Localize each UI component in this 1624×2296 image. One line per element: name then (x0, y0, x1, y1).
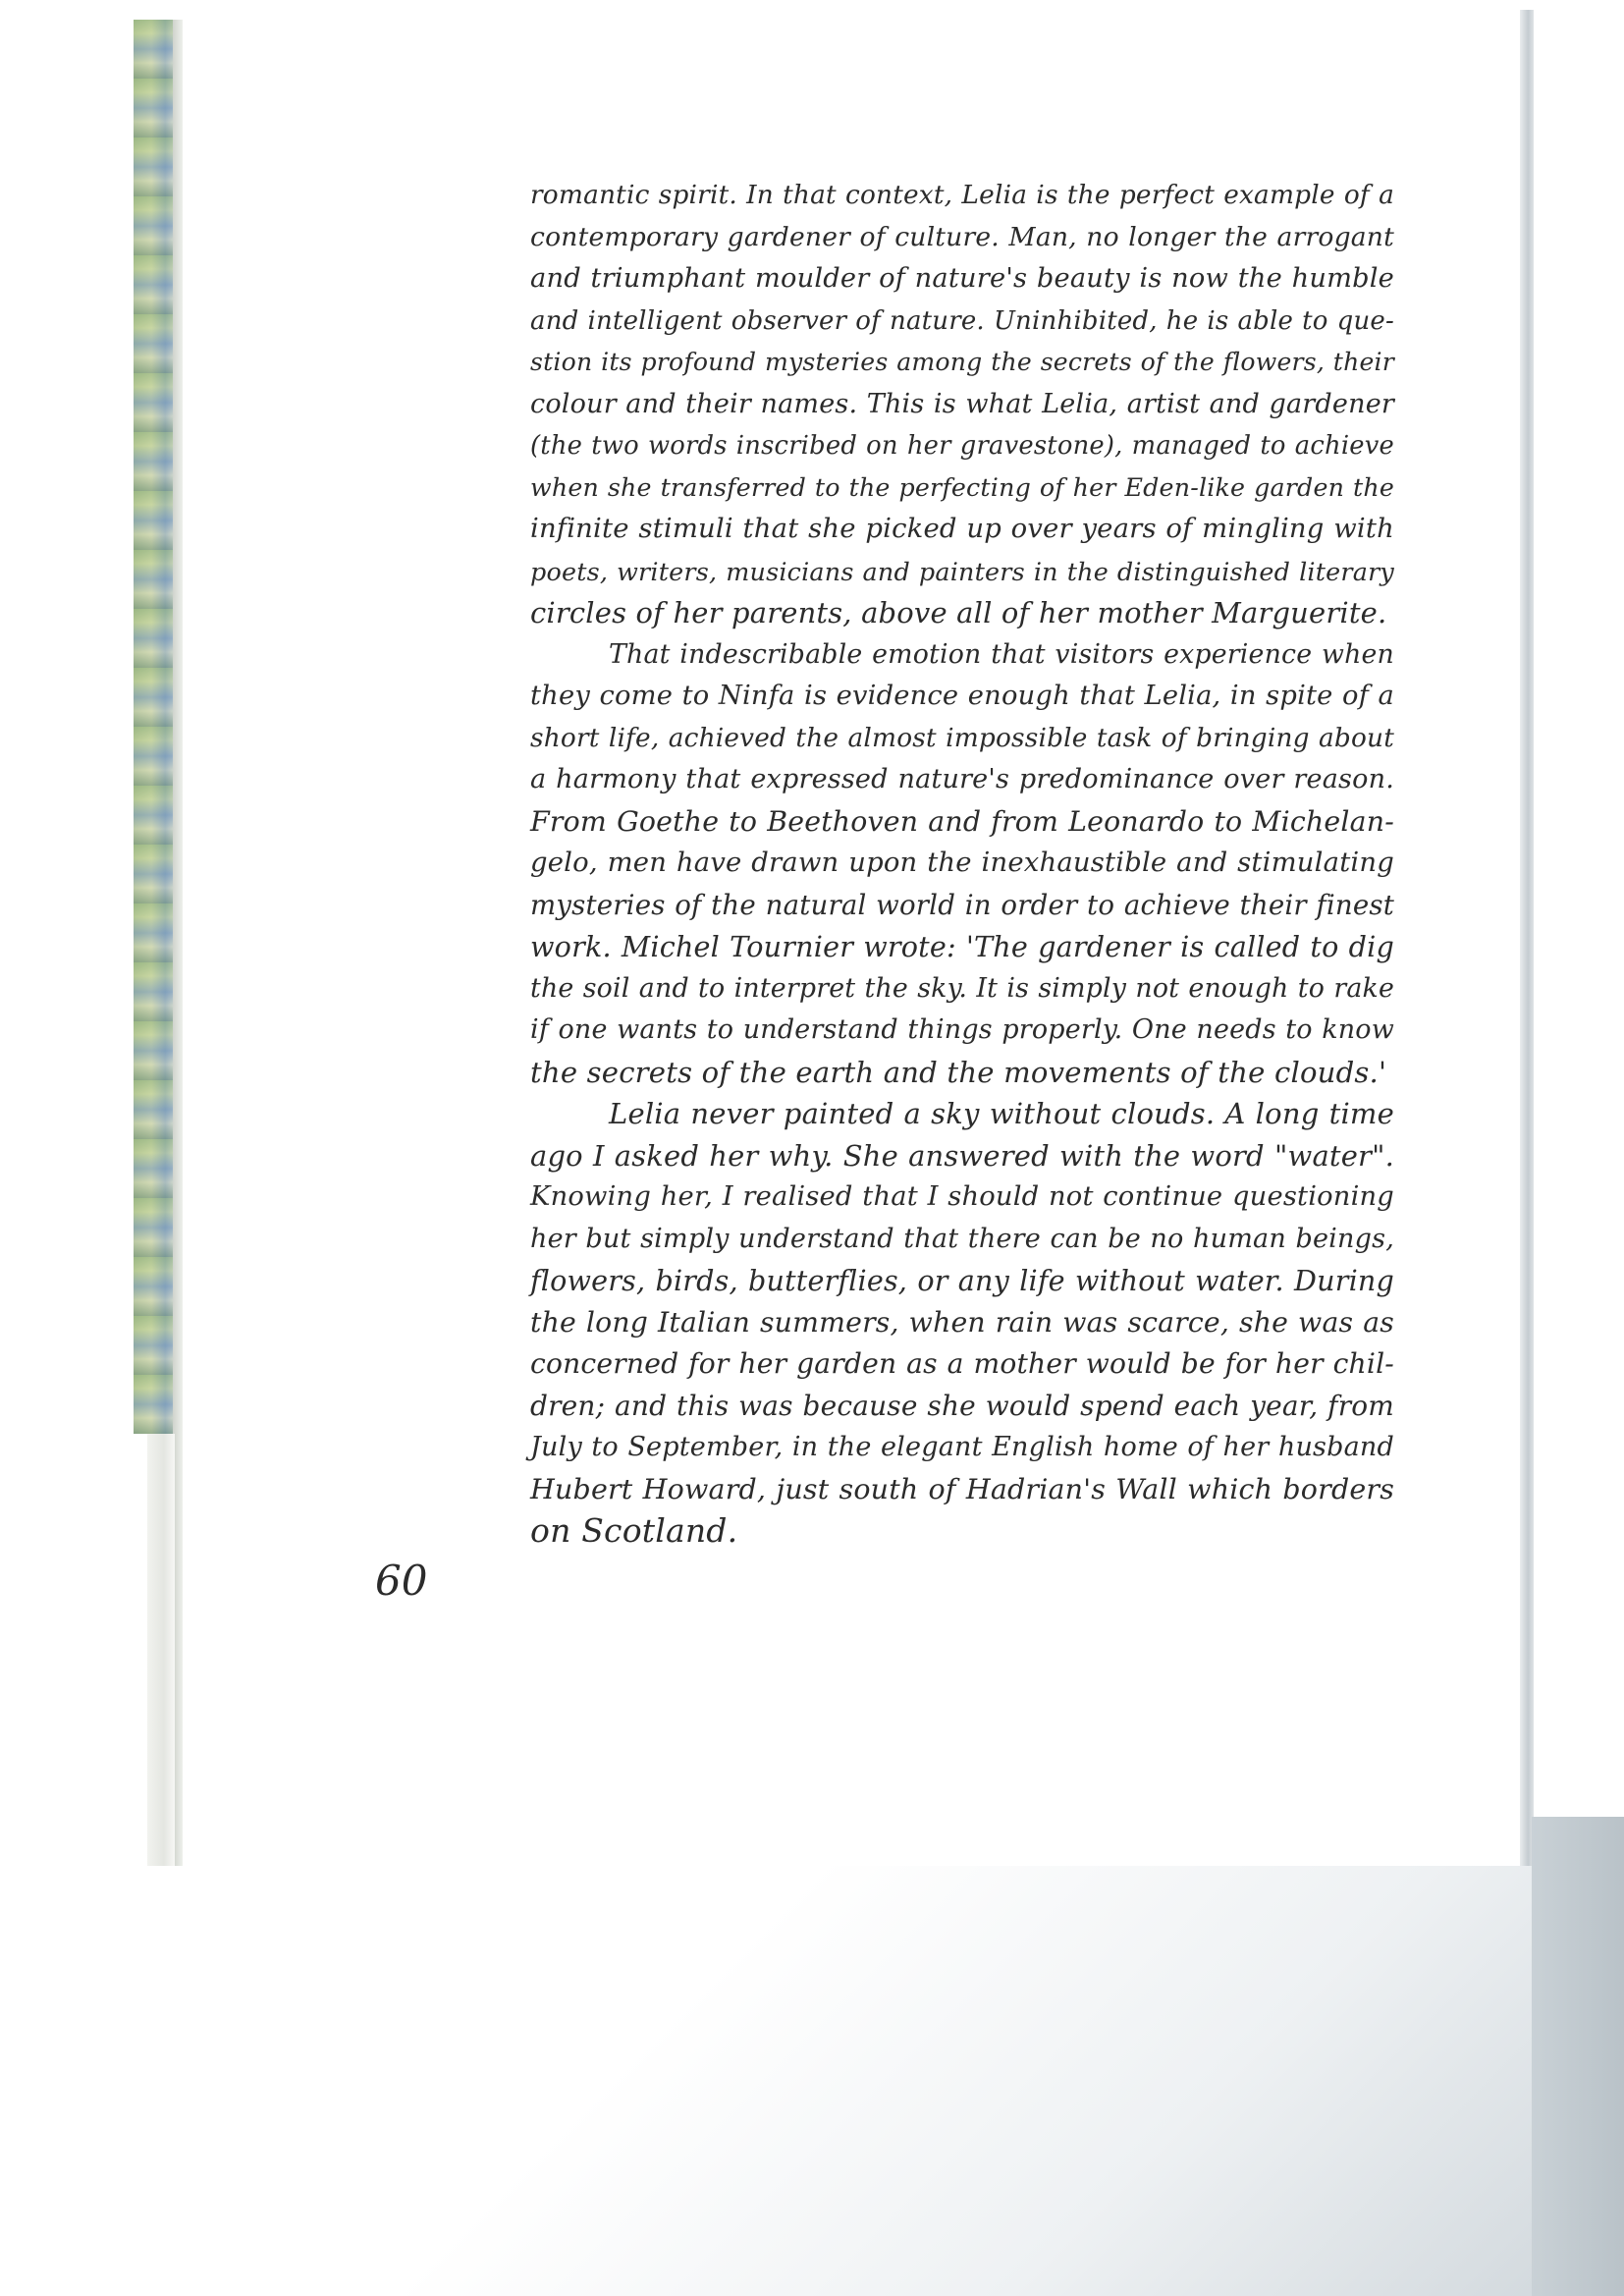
text-line: they come to Ninfa is evidence enough that Lelia, in spite of a (530, 681, 1394, 711)
text-line: stion its profound mysteries among the secrets of the flowers, their (530, 348, 1394, 376)
text-line: mysteries of the natural world in order to achieve their finest (530, 888, 1394, 921)
book-spine-lower (147, 1434, 175, 1866)
text-line: work. Michel Tournier wrote: 'The gardener is called to dig (530, 930, 1394, 963)
text-line: colour and their names. This is what Lelia, artist and gardener (530, 388, 1394, 419)
text-line: poets, writers, musicians and painters in the distinguished literary (530, 556, 1394, 586)
text-line: the long Italian summers, when rain was scarce, she was as (530, 1305, 1394, 1339)
paragraph-2 (530, 634, 1394, 1094)
body-text (530, 175, 1394, 1553)
text-line: gelo, men have drawn upon the inexhaustible and stimulating (530, 847, 1394, 878)
text-line: short life, achieved the almost impossible task of bringing about (530, 723, 1394, 753)
paragraph-1 (530, 175, 1394, 634)
text-line: if one wants to understand things properly. One needs to know (530, 1014, 1394, 1045)
text-line: dren; and this was because she would spend each year, from (530, 1389, 1394, 1422)
paragraph-3 (530, 1093, 1394, 1553)
text-line: the secrets of the earth and the movements of the clouds.' (530, 1055, 1387, 1089)
text-line: the soil and to interpret the sky. It is simply not enough to rake (530, 972, 1394, 1004)
text-line: infinite stimuli that she picked up over years of mingling with (530, 514, 1394, 544)
text-line: romantic spirit. In that context, Lelia is the perfect example of a (530, 181, 1394, 210)
text-line: ago I asked her why. She answered with the word "water". (530, 1138, 1394, 1173)
text-line: on Scotland. (530, 1511, 738, 1550)
text-line: flowers, birds, butterflies, or any life without water. During (530, 1264, 1394, 1297)
text-line: circles of her parents, above all of her mother Marguerite. (530, 596, 1387, 629)
text-line: concerned for her garden as a mother would be for her chil- (530, 1347, 1394, 1380)
text-line: contemporary gardener of culture. Man, no longer the arrogant (530, 221, 1394, 252)
text-line: July to September, in the elegant English home of her husband (530, 1432, 1394, 1462)
text-line: (the two words inscribed on her gravestone), managed to achieve (530, 431, 1394, 461)
text-line: and intelligent observer of nature. Uninhibited, he is able to que- (530, 305, 1394, 336)
text-line: Knowing her, I realised that I should not continue questioning (530, 1181, 1394, 1212)
text-line: and triumphant moulder of nature's beauty is now the humble (530, 263, 1394, 294)
text-line: her but simply understand that there can be no human beings, (530, 1223, 1394, 1254)
text-line: a harmony that expressed nature's predominance over reason. (530, 764, 1394, 794)
text-line: when she transferred to the perfecting of her Eden-like garden the (530, 472, 1394, 502)
text-line: That indescribable emotion that visitors experience when (609, 638, 1394, 670)
scanner-shadow (1532, 1817, 1624, 2296)
text-line: Hubert Howard, just south of Hadrian's Wall which borders (530, 1472, 1394, 1505)
scanner-background (0, 1866, 1624, 2296)
page-number: 60 (375, 1557, 428, 1605)
text-line: From Goethe to Beethoven and from Leonardo to Michelan- (530, 804, 1394, 838)
text-line: Lelia never painted a sky without clouds. A long time (609, 1097, 1394, 1130)
page-right-edge (1520, 10, 1534, 1876)
